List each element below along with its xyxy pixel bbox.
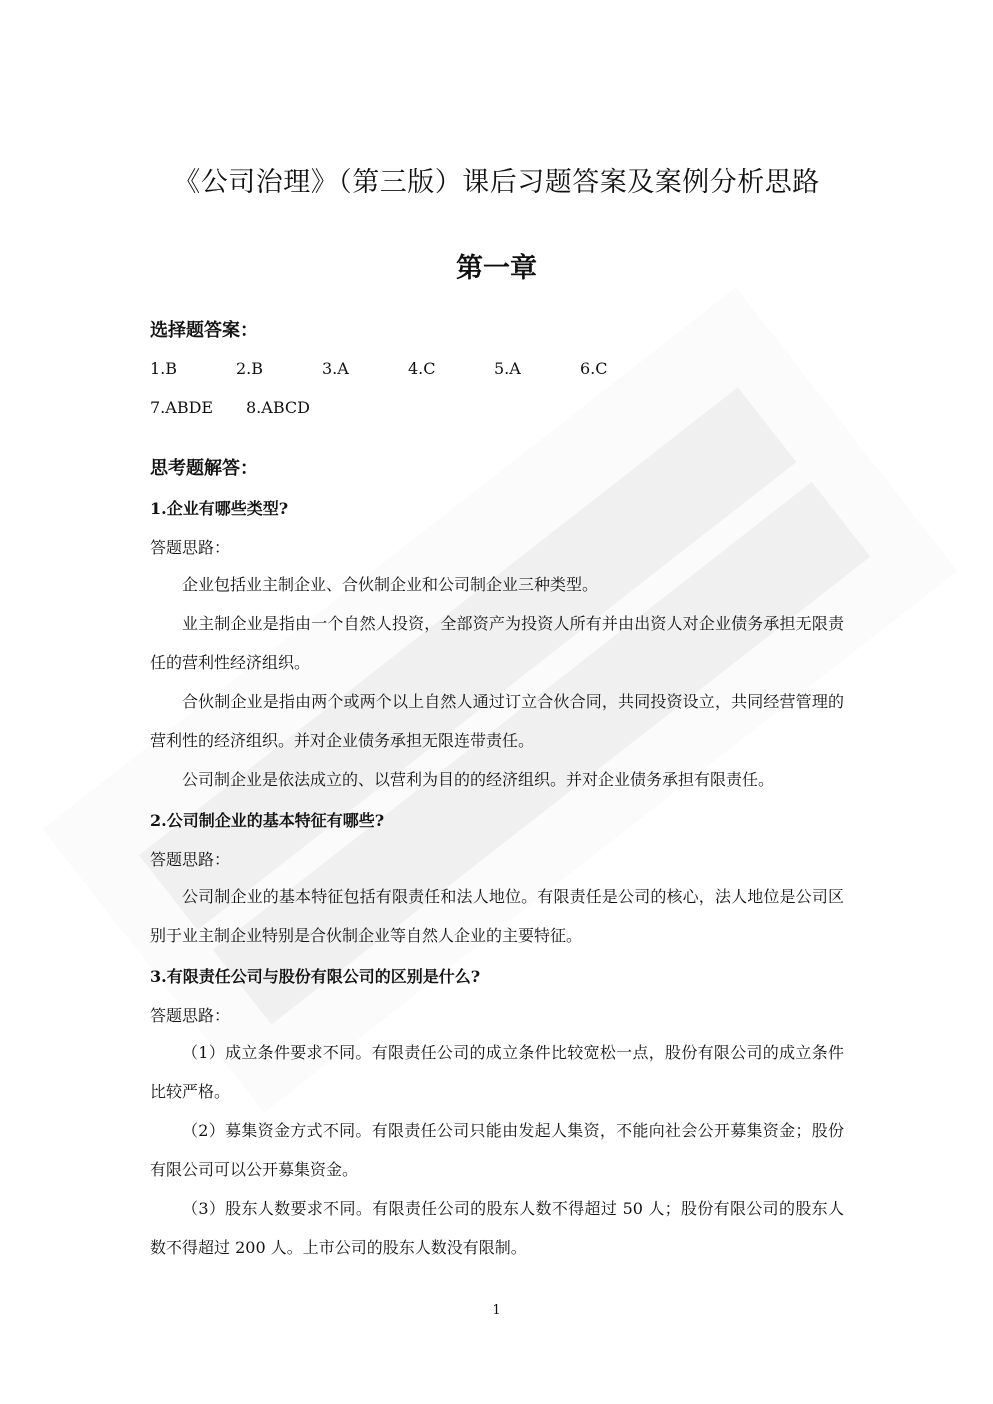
- answer-8: 8.ABCD: [246, 398, 310, 417]
- answer-7: 7.ABDE: [150, 398, 214, 417]
- choice-answers-heading: 选择题答案：: [150, 320, 258, 341]
- answer-5: 5.A: [494, 359, 521, 378]
- answer-6: 6.C: [580, 359, 608, 378]
- question-3-title: 3.有限责任公司与股份有限公司的区别是什么?: [150, 967, 481, 986]
- question-3-paragraph-1: （1）成立条件要求不同。有限责任公司的成立条件比较宽松一点，股份有限公司的成立条件比较严格。: [150, 1043, 844, 1101]
- chapter-title: 第一章: [456, 253, 537, 284]
- question-3-paragraph-2: （2）募集资金方式不同。有限责任公司只能由发起人集资，不能向社会公开募集资金；股份有限公司可以公开募集资金。: [150, 1121, 844, 1179]
- thinking-questions-heading: 思考题解答：: [150, 458, 258, 479]
- question-1-title: 1.企业有哪些类型?: [150, 499, 289, 518]
- question-1-label: 答题思路：: [150, 538, 231, 557]
- document-title: 《公司治理》（第三版）课后习题答案及案例分析思路: [173, 167, 820, 198]
- question-1-paragraph-4: 公司制企业是依法成立的、以营利为目的的经济组织。并对企业债务承担有限责任。: [182, 770, 775, 789]
- answer-3: 3.A: [322, 359, 349, 378]
- question-2-label: 答题思路：: [150, 850, 231, 869]
- answer-1: 1.B: [150, 359, 178, 378]
- question-1-paragraph-1: 企业包括业主制企业、合伙制企业和公司制企业三种类型。: [182, 575, 599, 594]
- answer-4: 4.C: [408, 359, 436, 378]
- question-3-label: 答题思路：: [150, 1006, 231, 1025]
- page-number: 1: [492, 1303, 501, 1318]
- answer-2: 2.B: [236, 359, 264, 378]
- question-1-paragraph-3: 合伙制企业是指由两个或两个以上自然人通过订立合伙合同，共同投资设立，共同经营管理的营利性的经济组织。并对企业债务承担无限连带责任。: [150, 692, 844, 750]
- question-1-paragraph-2: 业主制企业是指由一个自然人投资，全部资产为投资人所有并由出资人对企业债务承担无限责任的营利性经济组织。: [150, 614, 844, 672]
- question-2-title: 2.公司制企业的基本特征有哪些?: [150, 811, 385, 830]
- question-2-paragraph-1: 公司制企业的基本特征包括有限责任和法人地位。有限责任是公司的核心，法人地位是公司区别于业主制企业特别是合伙制企业等自然人企业的主要特征。: [150, 887, 844, 945]
- question-3-paragraph-3: （3）股东人数要求不同。有限责任公司的股东人数不得超过 50 人；股份有限公司的股东人数不得超过 200 人。上市公司的股东人数没有限制。: [150, 1199, 844, 1257]
